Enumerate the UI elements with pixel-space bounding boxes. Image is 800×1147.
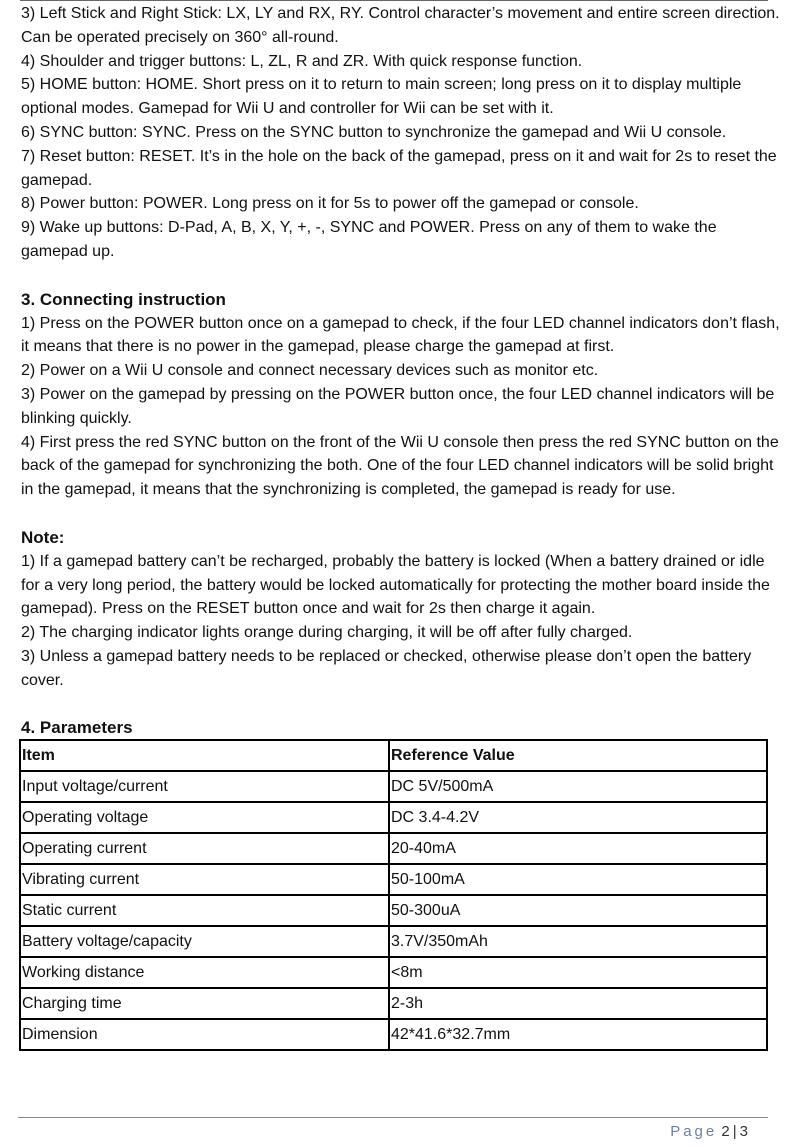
param-value: DC 5V/500mA xyxy=(389,771,767,802)
param-value: 42*41.6*32.7mm xyxy=(389,1019,767,1050)
note-heading: Note: xyxy=(21,527,65,547)
param-value: 50-300uA xyxy=(389,895,767,926)
features-list xyxy=(21,2,781,264)
param-item: Vibrating current xyxy=(20,864,389,895)
note-item-1: 1) If a gamepad battery can’t be recharged, probably the battery is locked (When a battery drained or idle for a very long period, the battery would be locked automatically for protecting the mother board inside the gamepad). Press on the RESET button once and wait for 2s then charge it again. xyxy=(21,552,770,618)
page-current: 2 xyxy=(721,1123,730,1140)
table-row xyxy=(20,833,767,864)
param-item: Operating current xyxy=(20,833,389,864)
param-value: <8m xyxy=(389,957,767,988)
feature-item-shoulder: 4) Shoulder and trigger buttons: L, ZL, R and ZR. With quick response function. xyxy=(21,52,583,70)
table-row xyxy=(20,926,767,957)
page-number xyxy=(670,1123,748,1140)
column-header-item: Item xyxy=(20,740,389,771)
parameters-heading: 4. Parameters xyxy=(21,717,133,737)
parameters-table xyxy=(19,739,768,1051)
connecting-step-4: 4) First press the red SYNC button on the front of the Wii U console then press the red SYNC button on the back of the gamepad for synchronizing the both. One of the four LED channel indicators will be solid bright in the gamepad, it means that the synchronizing is completed, the gamepad is ready for use. xyxy=(21,433,779,499)
page-label: Page xyxy=(670,1123,718,1140)
top-divider xyxy=(20,0,768,1)
column-header-reference-value: Reference Value xyxy=(389,740,767,771)
table-header-row xyxy=(20,740,767,771)
connecting-step-3: 3) Power on the gamepad by pressing on the POWER button once, the four LED channel indicators will be blinking quickly. xyxy=(21,385,775,427)
connecting-step-1: 1) Press on the POWER button once on a gamepad to check, if the four LED channel indicators don’t flash, it means that there is no power in the gamepad, please charge the gamepad at first. xyxy=(21,314,780,356)
note-section xyxy=(21,526,781,693)
parameters-section xyxy=(21,716,781,1052)
param-item: Input voltage/current xyxy=(20,771,389,802)
param-value: 50-100mA xyxy=(389,864,767,895)
table-row xyxy=(20,771,767,802)
param-value: 20-40mA xyxy=(389,833,767,864)
table-row xyxy=(20,802,767,833)
param-item: Working distance xyxy=(20,957,389,988)
param-value: DC 3.4-4.2V xyxy=(389,802,767,833)
document-body xyxy=(21,2,781,1051)
page-total: 3 xyxy=(739,1123,748,1140)
param-item: Charging time xyxy=(20,988,389,1019)
table-row xyxy=(20,988,767,1019)
feature-item-power: 8) Power button: POWER. Long press on it for 5s to power off the gamepad or console. xyxy=(21,195,639,213)
param-value: 3.7V/350mAh xyxy=(389,926,767,957)
connecting-section xyxy=(21,288,781,502)
feature-item-home: 5) HOME button: HOME. Short press on it to return to main screen; long press on it to display multiple optional modes. Gamepad for Wii U and controller for Wii can be set with it. xyxy=(21,76,742,118)
table-row xyxy=(20,864,767,895)
feature-item-reset: 7) Reset button: RESET. It’s in the hole on the back of the gamepad, press on it and wait for 2s to reset the gamepad. xyxy=(21,147,777,189)
param-item: Battery voltage/capacity xyxy=(20,926,389,957)
param-value: 2-3h xyxy=(389,988,767,1019)
table-row xyxy=(20,957,767,988)
feature-item-sticks: 3) Left Stick and Right Stick: LX, LY and RX, RY. Control character’s movement and entire screen direction. Can be operated precisely on 360° all-round. xyxy=(21,5,780,46)
page-separator: | xyxy=(732,1123,737,1140)
feature-item-wakeup: 9) Wake up buttons: D-Pad, A, B, X, Y, +, -, SYNC and POWER. Press on any of them to wake the gamepad up. xyxy=(21,219,717,260)
note-item-2: 2) The charging indicator lights orange during charging, it will be off after fully charged. xyxy=(21,624,633,642)
note-item-3: 3) Unless a gamepad battery needs to be replaced or checked, otherwise please don’t open the battery cover. xyxy=(21,647,752,689)
param-item: Dimension xyxy=(20,1019,389,1050)
connecting-heading: 3. Connecting instruction xyxy=(21,289,226,309)
feature-item-sync: 6) SYNC button: SYNC. Press on the SYNC button to synchronize the gamepad and Wii U console. xyxy=(21,123,727,141)
param-item: Static current xyxy=(20,895,389,926)
table-row xyxy=(20,1019,767,1050)
table-row xyxy=(20,895,767,926)
param-item: Operating voltage xyxy=(20,802,389,833)
footer-divider xyxy=(18,1117,768,1118)
connecting-step-2: 2) Power on a Wii U console and connect necessary devices such as monitor etc. xyxy=(21,362,599,380)
